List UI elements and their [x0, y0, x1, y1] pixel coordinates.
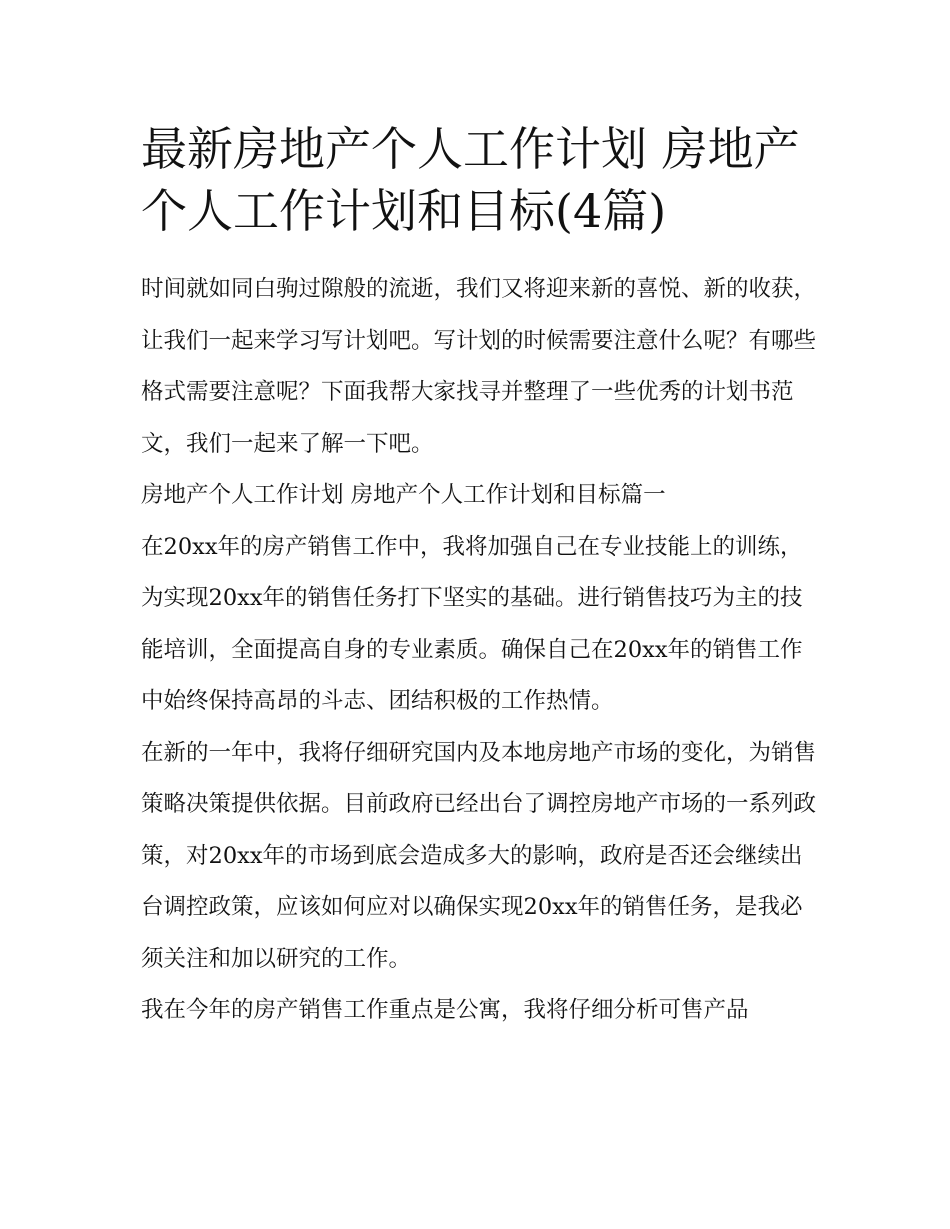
paragraph-intro: 时间就如同白驹过隙般的流逝，我们又将迎来新的喜悦、新的收获，让我们一起来学习写计划吧。写计划的时候需要注意什么呢？有哪些格式需要注意呢？下面我帮大家找寻并整理了一些优秀的计划书范文，我们一起来了解一下吧。 [141, 276, 817, 457]
document-content [141, 118, 816, 1037]
document-title: 最新房地产个人工作计划 房地产个人工作计划和目标(4篇) [141, 122, 800, 238]
document-body [141, 264, 816, 1037]
section-heading: 房地产个人工作计划 房地产个人工作计划和目标篇一 [141, 482, 666, 508]
paragraph-sales-training: 在20xx年的房产销售工作中，我将加强自己在专业技能上的训练，为实现20xx年的销售任务打下坚实的基础。进行销售技巧为主的技能培训，全面提高自身的专业素质。确保自己在20xx年的销售工作中始终保持高昂的斗志、团结积极的工作热情。 [141, 533, 803, 714]
paragraph-market-research: 在新的一年中，我将仔细研究国内及本地房地产市场的变化，为销售策略决策提供依据。目前政府已经出台了调控房地产市场的一系列政策，对20xx年的市场到底会造成多大的影响，政府是否还会继续出台调控政策，应该如何应对以确保实现20xx年的销售任务，是我必须关注和加以研究的工作。 [141, 739, 817, 972]
paragraph-apartment-focus: 我在今年的房产销售工作重点是公寓，我将仔细分析可售产品 [141, 997, 749, 1023]
